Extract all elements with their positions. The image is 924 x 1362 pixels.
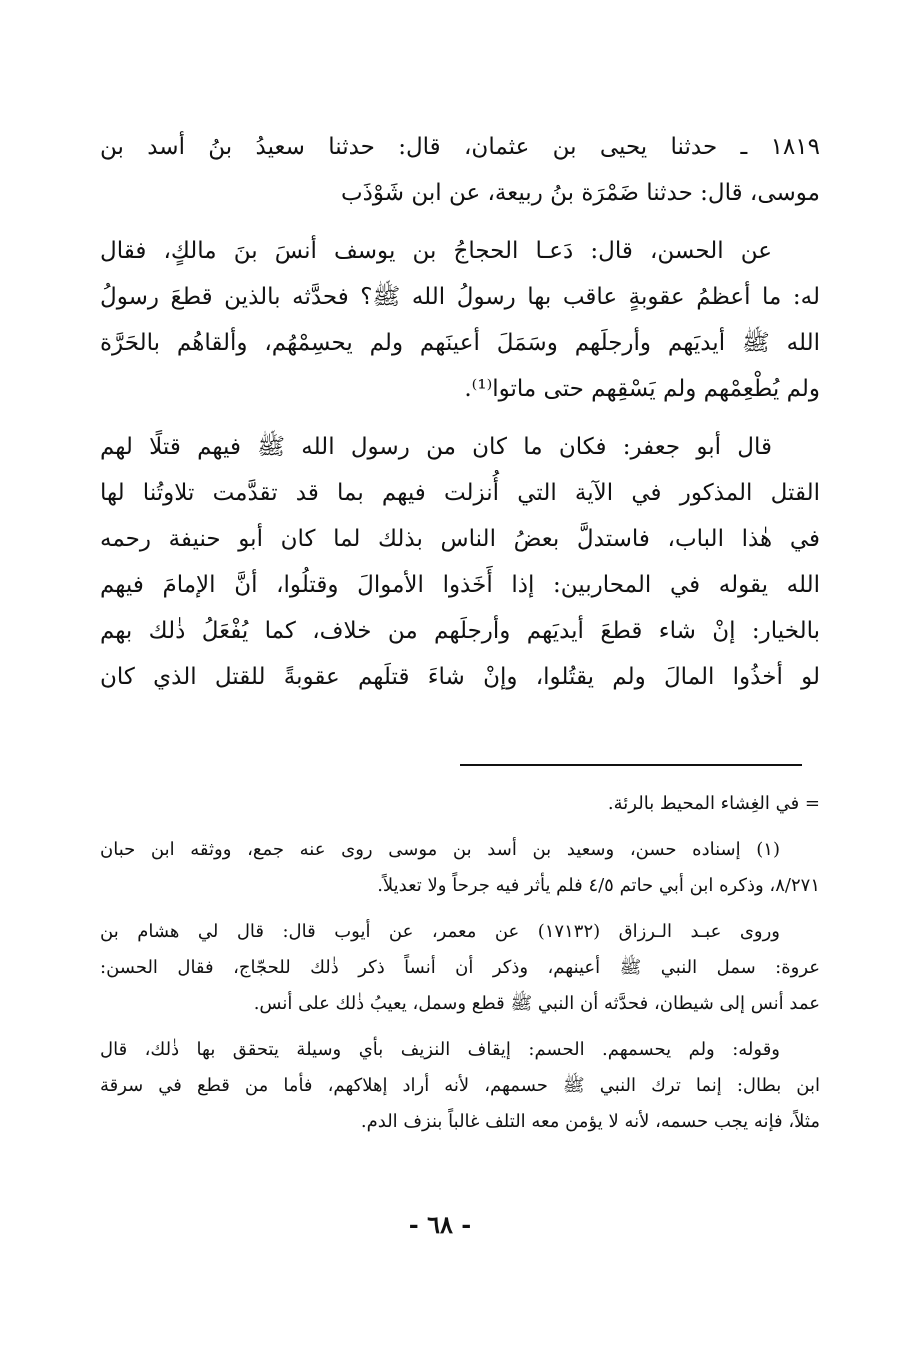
text-line: القتل المذكور في الآية التي أُنزلت فيهم بما قد تقدَّمت تلاوتُنا لها xyxy=(100,480,820,506)
text-line: قال أبو جعفر: فكان ما كان من رسول الله ﷺ فيهم قتلًا لهم xyxy=(100,434,772,460)
footnote-line: عروة: سمل النبي ﷺ أعينهم، وذكر أن أنساً ذكر ذٰلك للحجّاج، فقال الحسن: xyxy=(100,957,820,978)
footnote-line: وقوله: ولم يحسمهم. الحسم: إيقاف النزيف بأي وسيلة يتحقق بها ذٰلك، قال xyxy=(100,1039,780,1060)
footnote-line: = في الغِشاء المحيط بالرئة. xyxy=(607,793,820,814)
text-line: الله ﷺ أيديَهم وأرجلَهم وسَمَلَ أعينَهم ولم يحسِمْهُم، وألقاهُم بالحَرَّة xyxy=(100,330,820,356)
footnote-continuation xyxy=(100,786,820,822)
footnote-paragraph xyxy=(100,914,820,1022)
footnotes xyxy=(100,786,820,1150)
commentary-paragraph xyxy=(100,424,820,700)
text-line: الله يقوله في المحاربين: إذا أَخَذوا الأموالَ وقتلُوا، أنَّ الإمامَ فيهم xyxy=(100,572,820,598)
footnote-paragraph xyxy=(100,1032,820,1140)
text-line: موسى، قال: حدثنا ضَمْرَة بنُ ربيعة، عن ابن شَوْذَب xyxy=(340,180,820,206)
text-line: عن الحسن، قال: دَعـا الحجاجُ بن يوسف أنسَ بنَ مالكٍ، فقال xyxy=(100,238,772,264)
footnote-line: وروى عبـد الـرزاق (١٧١٣٢) عن معمر، عن أيوب قال: قال لي هشام بن xyxy=(100,921,780,942)
text-line: ولم يُطْعِمْهم ولم يَسْقِهم حتى ماتوا⁽¹⁾. xyxy=(464,376,820,402)
text-line: في هٰذا الباب، فاستدلَّ بعضُ الناس بذلك لما كان أبو حنيفة رحمه xyxy=(100,526,820,552)
footnote-line: مثلاً، فإنه يجب حسمه، لأنه لا يؤمن معه التلف غالباً بنزف الدم. xyxy=(360,1111,820,1132)
text-line: له: ما أعظمُ عقوبةٍ عاقب بها رسولُ الله ﷺ؟ فحدَّثه بالذين قطعَ رسولُ xyxy=(100,284,820,310)
footnote-line: (١) إسناده حسن، وسعيد بن أسد بن موسى روى عنه جمع، ووثقه ابن حبان xyxy=(100,839,780,860)
hadith-paragraph xyxy=(100,228,820,412)
footnote-line: ٨/٢٧١، وذكره ابن أبي حاتم ٤/٥ فلم يأثر فيه جرحاً ولا تعديلاً. xyxy=(377,875,820,896)
footnote-separator xyxy=(460,764,802,766)
main-text xyxy=(100,124,820,712)
footnote-line: ابن بطال: إنما ترك النبي ﷺ حسمهم، لأنه أراد إهلاكهم، فأما من قطع في سرقة xyxy=(100,1075,820,1096)
text-line: لو أخذُوا المالَ ولم يقتُلوا، وإنْ شاءَ قتلَهم عقوبةً للقتل الذي كان xyxy=(100,664,820,690)
footnote-paragraph xyxy=(100,832,820,904)
page-number: - ٦٨ - xyxy=(408,1210,472,1239)
text-line: ١٨١٩ ـ حدثنا يحيى بن عثمان، قال: حدثنا سعيدُ بنُ أسد بن xyxy=(100,134,820,160)
footnote-line: عمد أنس إلى شيطان، فحدَّثه أن النبي ﷺ قطع وسمل، يعيبُ ذٰلك على أنس. xyxy=(253,993,820,1014)
hadith-paragraph xyxy=(100,124,820,216)
text-line: بالخيار: إنْ شاء قطعَ أيديَهم وأرجلَهم من خلاف، كما يُفْعَلُ ذٰلك بهم xyxy=(100,618,820,644)
